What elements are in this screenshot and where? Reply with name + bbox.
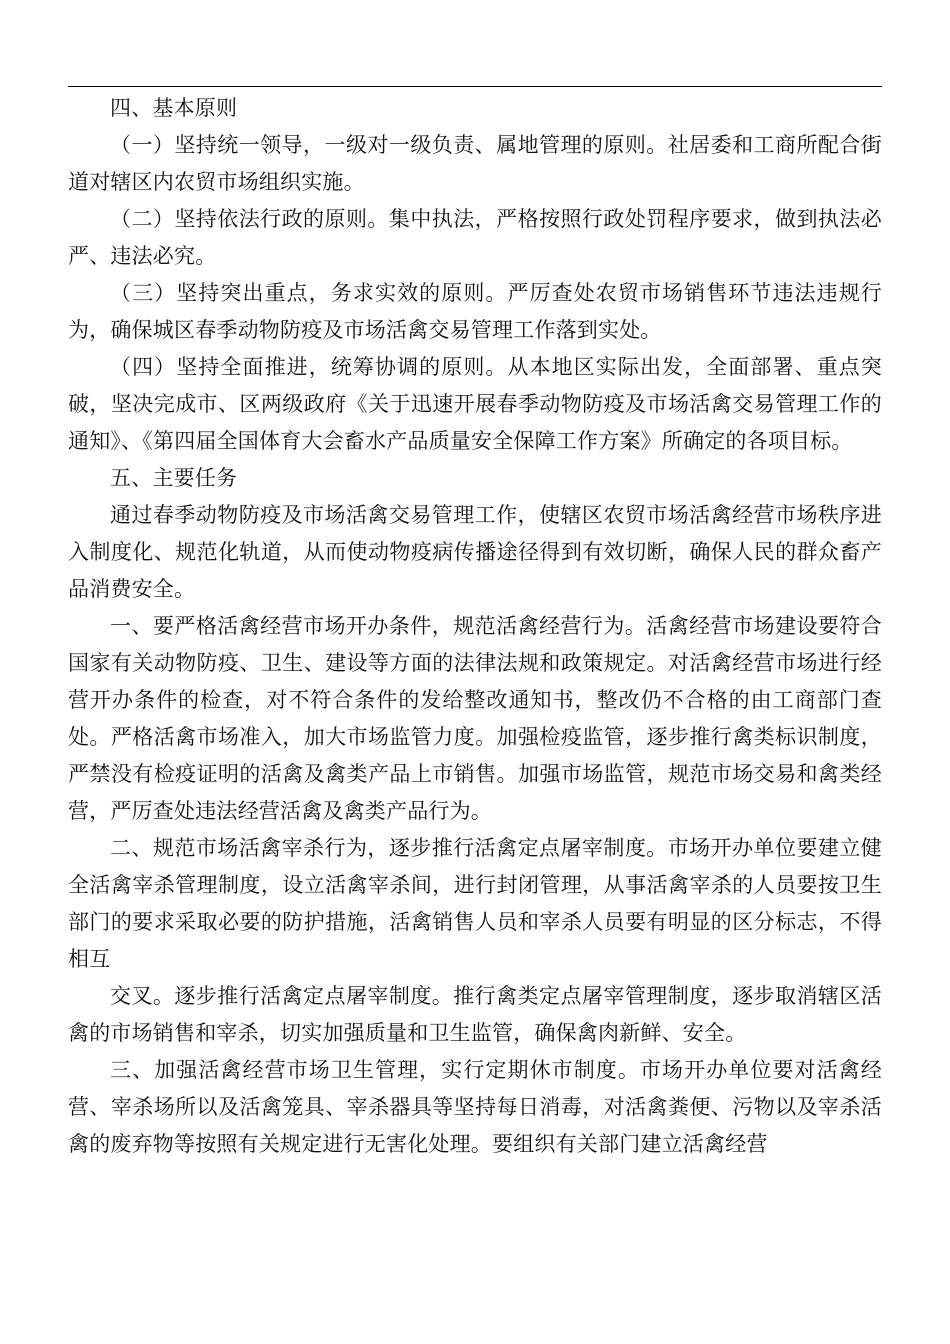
- task-1-paragraph: 一、要严格活禽经营市场开办条件，规范活禽经营行为。活禽经营市场建设要符合国家有关动物防疫、卫生、建设等方面的法律法规和政策规定。对活禽经营市场进行经营开办条件的检查，对不符合条件的发给整改通知书，整改仍不合格的由工商部门查处。严格活禽市场准入，加大市场监管力度。加强检疫监管，逐步推行禽类标识制度，严禁没有检疫证明的活禽及禽类产品上市销售。加强市场监管，规范市场交易和禽类经营，严厉查处违法经营活禽及禽类产品行为。: [68, 614, 882, 823]
- document-body: [68, 90, 882, 1163]
- principle-1-paragraph: （一）坚持统一领导，一级对一级负责、属地管理的原则。社居委和工商所配合街道对辖区内农贸市场组织实施。: [68, 133, 882, 194]
- principle-4-paragraph: （四）坚持全面推进，统筹协调的原则。从本地区实际出发，全面部署、重点突破，坚决完成市、区两级政府《关于迅速开展春季动物防疫及市场活禽交易管理工作的通知》、《第四届全国体育大会畜水产品质量安全保障工作方案》所确定的各项目标。: [68, 355, 882, 453]
- header-rule: [68, 86, 882, 87]
- task-2-continuation-paragraph: 交叉。逐步推行活禽定点屠宰制度。推行禽类定点屠宰管理制度，逐步取消辖区活禽的市场销售和宰杀，切实加强质量和卫生监管，确保禽肉新鲜、安全。: [68, 984, 882, 1045]
- section-heading-tasks: 五、主要任务: [110, 466, 238, 490]
- task-2-paragraph: 二、规范市场活禽宰杀行为，逐步推行活禽定点屠宰制度。市场开办单位要建立健全活禽宰杀管理制度，设立活禽宰杀间，进行封闭管理，从事活禽宰杀的人员要按卫生部门的要求采取必要的防护措施，活禽销售人员和宰杀人员要有明显的区分标志，不得相互: [68, 836, 882, 971]
- task-3-paragraph: 三、加强活禽经营市场卫生管理，实行定期休市制度。市场开办单位要对活禽经营、宰杀场所以及活禽笼具、宰杀器具等坚持每日消毒，对活禽粪便、污物以及宰杀活禽的废弃物等按照有关规定进行无害化处理。要组织有关部门建立活禽经营: [68, 1058, 882, 1156]
- principle-2-paragraph: （二）坚持依法行政的原则。集中执法，严格按照行政处罚程序要求，做到执法必严、违法必究。: [68, 207, 882, 268]
- principle-3-paragraph: （三）坚持突出重点，务求实效的原则。严厉查处农贸市场销售环节违法违规行为，确保城区春季动物防疫及市场活禽交易管理工作落到实处。: [68, 281, 882, 342]
- section-heading-principles: 四、基本原则: [110, 96, 238, 120]
- tasks-intro-paragraph: 通过春季动物防疫及市场活禽交易管理工作，使辖区农贸市场活禽经营市场秩序进入制度化、规范化轨道，从而使动物疫病传播途径得到有效切断，确保人民的群众畜产品消费安全。: [68, 503, 882, 601]
